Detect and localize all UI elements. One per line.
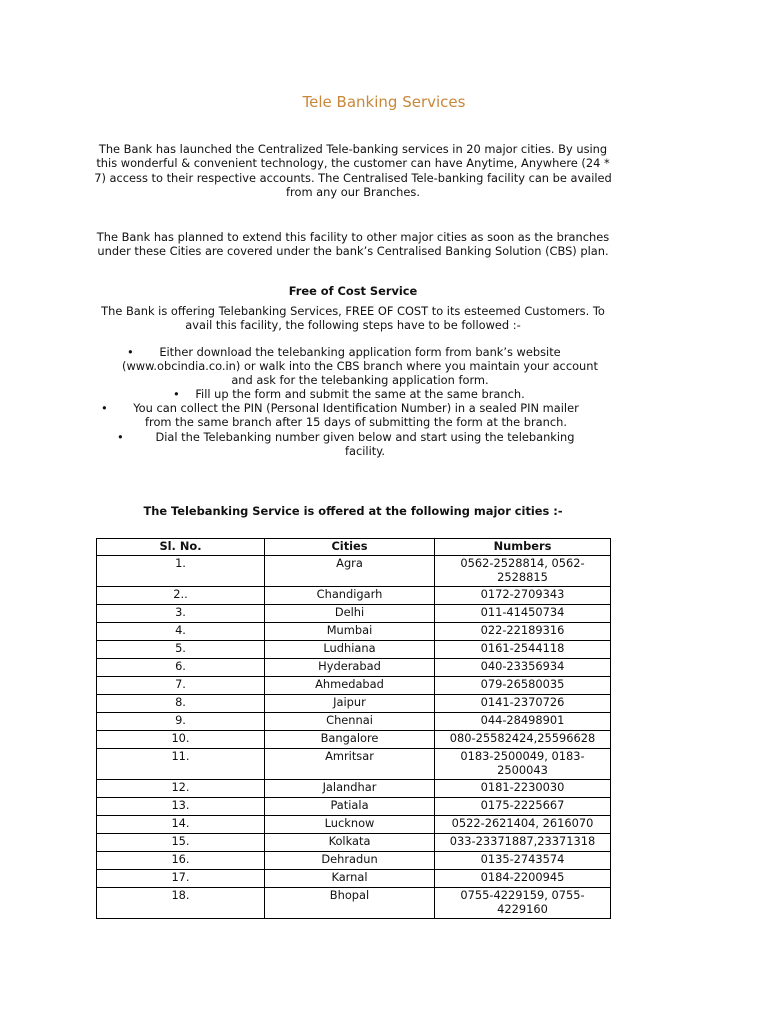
cell-city: Kolkata <box>265 834 435 852</box>
cell-city: Bhopal <box>265 888 435 919</box>
page-title: Tele Banking Services <box>302 93 466 111</box>
cities-table <box>96 538 611 919</box>
cell-number: 079-26580035 <box>435 677 611 695</box>
cell-number: 033-23371887,23371318 <box>435 834 611 852</box>
table-row <box>97 641 611 659</box>
cell-number: 080-25582424,25596628 <box>435 731 611 749</box>
table-row <box>97 556 611 587</box>
table-row <box>97 623 611 641</box>
table-row <box>97 749 611 780</box>
cell-city: Bangalore <box>265 731 435 749</box>
cell-number: 0172-2709343 <box>435 587 611 605</box>
cell-city: Jalandhar <box>265 780 435 798</box>
cell-number: 0755-4229159, 0755-4229160 <box>435 888 611 919</box>
list-item: Dial the Telebanking number given below and start using the telebanking facility. <box>155 430 575 459</box>
cell-number: 0135-2743574 <box>435 852 611 870</box>
cell-sl-no: 12. <box>97 780 265 798</box>
cell-city: Chennai <box>265 713 435 731</box>
cell-sl-no: 16. <box>97 852 265 870</box>
list-item: Either download the telebanking application form from bank’s website (www.obcindia.co.in) or walk into the CBS branch where you maintain your account and ask for the telebanking application form. <box>122 345 598 388</box>
table-row <box>97 713 611 731</box>
cell-city: Mumbai <box>265 623 435 641</box>
cell-number: 0184-2200945 <box>435 870 611 888</box>
bullet-icon: • <box>173 387 180 401</box>
cell-number: 011-41450734 <box>435 605 611 623</box>
cell-sl-no: 2.. <box>97 587 265 605</box>
cell-number: 040-23356934 <box>435 659 611 677</box>
cell-sl-no: 17. <box>97 870 265 888</box>
cell-city: Dehradun <box>265 852 435 870</box>
bullet-icon: • <box>117 430 124 444</box>
free-of-cost-heading: Free of Cost Service <box>288 284 418 298</box>
cell-sl-no: 18. <box>97 888 265 919</box>
cell-city: Agra <box>265 556 435 587</box>
cell-sl-no: 4. <box>97 623 265 641</box>
cell-city: Ahmedabad <box>265 677 435 695</box>
cell-number: 044-28498901 <box>435 713 611 731</box>
cell-city: Patiala <box>265 798 435 816</box>
table-row <box>97 731 611 749</box>
cell-number: 0183-2500049, 0183-2500043 <box>435 749 611 780</box>
cell-city: Amritsar <box>265 749 435 780</box>
intro-paragraph-2: The Bank has planned to extend this facility to other major cities as soon as the branches under these Cities are covered under the bank’s Centralised Banking Solution (CBS) plan. <box>96 230 610 259</box>
cell-sl-no: 11. <box>97 749 265 780</box>
list-item: You can collect the PIN (Personal Identification Number) in a sealed PIN mailer from the same branch after 15 days of submitting the form at the branch. <box>133 401 579 430</box>
bullet-icon: • <box>101 401 108 415</box>
table-row <box>97 888 611 919</box>
cell-sl-no: 15. <box>97 834 265 852</box>
cell-sl-no: 10. <box>97 731 265 749</box>
cell-sl-no: 1. <box>97 556 265 587</box>
header-sl-no: Sl. No. <box>97 539 265 556</box>
cell-number: 0181-2230030 <box>435 780 611 798</box>
cell-number: 0522-2621404, 2616070 <box>435 816 611 834</box>
table-row <box>97 816 611 834</box>
table-header-row <box>97 539 611 556</box>
cell-number: 0161-2544118 <box>435 641 611 659</box>
table-row <box>97 834 611 852</box>
header-numbers: Numbers <box>435 539 611 556</box>
table-row <box>97 798 611 816</box>
cell-sl-no: 9. <box>97 713 265 731</box>
free-of-cost-text: The Bank is offering Telebanking Services, FREE OF COST to its esteemed Customers. To avail this facility, the following steps have to be followed :- <box>101 304 605 333</box>
cell-number: 0175-2225667 <box>435 798 611 816</box>
table-row <box>97 870 611 888</box>
header-cities: Cities <box>265 539 435 556</box>
cell-sl-no: 7. <box>97 677 265 695</box>
list-item: Fill up the form and submit the same at the same branch. <box>195 387 525 401</box>
cell-city: Jaipur <box>265 695 435 713</box>
cell-city: Chandigarh <box>265 587 435 605</box>
cell-city: Karnal <box>265 870 435 888</box>
cell-sl-no: 3. <box>97 605 265 623</box>
cell-city: Hyderabad <box>265 659 435 677</box>
table-row <box>97 605 611 623</box>
cell-sl-no: 13. <box>97 798 265 816</box>
table-row <box>97 852 611 870</box>
cell-number: 0562-2528814, 0562-2528815 <box>435 556 611 587</box>
table-row <box>97 659 611 677</box>
table-row <box>97 780 611 798</box>
cities-heading: The Telebanking Service is offered at the following major cities :- <box>143 504 563 518</box>
cell-sl-no: 14. <box>97 816 265 834</box>
cell-number: 022-22189316 <box>435 623 611 641</box>
cell-city: Lucknow <box>265 816 435 834</box>
table-row <box>97 695 611 713</box>
cell-city: Delhi <box>265 605 435 623</box>
cell-sl-no: 6. <box>97 659 265 677</box>
table-row <box>97 677 611 695</box>
cell-city: Ludhiana <box>265 641 435 659</box>
cell-sl-no: 8. <box>97 695 265 713</box>
cell-number: 0141-2370726 <box>435 695 611 713</box>
bullet-icon: • <box>127 345 134 359</box>
intro-paragraph-1: The Bank has launched the Centralized Tele-banking services in 20 major cities. By using this wonderful & convenient technology, the customer can have Anytime, Anywhere (24 * 7) access to their respective accounts. The Centralised Tele-banking facility can be availed from any our Branches. <box>94 142 612 200</box>
table-row <box>97 587 611 605</box>
cell-sl-no: 5. <box>97 641 265 659</box>
